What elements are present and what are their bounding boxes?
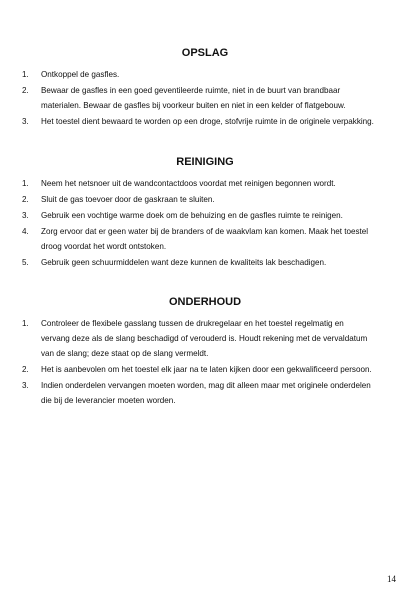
item-number: 2.: [22, 86, 29, 95]
item-text: Indien onderdelen vervangen moeten worden, mag dit alleen maar met originele onderdelen die bij de leverancier moeten worden.: [41, 381, 371, 405]
item-text: Controleer de flexibele gasslang tussen de drukregelaar en het toestel regelmatig en vervang deze als de slang beschadigd of verouderd is. Houdt rekening met de vervaldatum van de slang; deze staat op de slang vermeldt.: [41, 319, 368, 358]
item-text: Gebruik geen schuurmiddelen want deze kunnen de kwaliteits lak beschadigen.: [41, 258, 327, 267]
page-number: 14: [387, 574, 396, 584]
item-number: 5.: [22, 258, 29, 267]
item-number: 3.: [22, 117, 29, 126]
section-title: ONDERHOUD: [168, 296, 242, 308]
item-number: 2.: [22, 365, 29, 374]
item-text: Het toestel dient bewaard te worden op een droge, stofvrije ruimte in de originele verpakking.: [41, 117, 374, 126]
list-item: [22, 255, 374, 270]
item-number: 3.: [22, 211, 29, 220]
list-item: [22, 83, 374, 113]
item-list: [22, 67, 374, 129]
list-item: [22, 192, 374, 207]
item-text: Bewaar de gasfles in een goed geventileerde ruimte, niet in de buurt van brandbaar materialen. Bewaar de gasfles bij voorkeur buiten en niet in een kelder of flatgebouw.: [41, 86, 346, 110]
item-number: 2.: [22, 195, 29, 204]
item-number: 1.: [22, 319, 29, 328]
list-item: [22, 208, 374, 223]
section-onderhoud: [22, 296, 374, 409]
list-item: [22, 362, 374, 377]
item-list: [22, 316, 374, 408]
item-number: 4.: [22, 227, 29, 236]
item-text: Gebruik een vochtige warme doek om de behuizing en de gasfles ruimte te reinigen.: [41, 211, 343, 220]
item-number: 1.: [22, 70, 29, 79]
list-item: [22, 176, 374, 191]
section-title: REINIGING: [176, 156, 234, 168]
section-opslag: [22, 47, 374, 130]
list-item: [22, 378, 374, 408]
item-text: Zorg ervoor dat er geen water bij de branders of de waakvlam kan komen. Maak het toestel droog voordat het wordt ontstoken.: [41, 227, 369, 251]
list-item: [22, 224, 374, 254]
item-list: [22, 176, 374, 270]
list-item: [22, 316, 374, 361]
item-text: Neem het netsnoer uit de wandcontactdoos voordat met reinigen begonnen wordt.: [41, 179, 336, 188]
item-number: 3.: [22, 381, 29, 390]
section-title: OPSLAG: [181, 47, 229, 59]
list-item: [22, 114, 374, 129]
item-text: Ontkoppel de gasfles.: [41, 70, 120, 79]
item-number: 1.: [22, 179, 29, 188]
item-text: Sluit de gas toevoer door de gaskraan te sluiten.: [41, 195, 215, 204]
section-reiniging: [22, 156, 374, 271]
item-text: Het is aanbevolen om het toestel elk jaar na te laten kijken door een gekwalificeerd persoon.: [41, 365, 372, 374]
list-item: [22, 67, 374, 82]
